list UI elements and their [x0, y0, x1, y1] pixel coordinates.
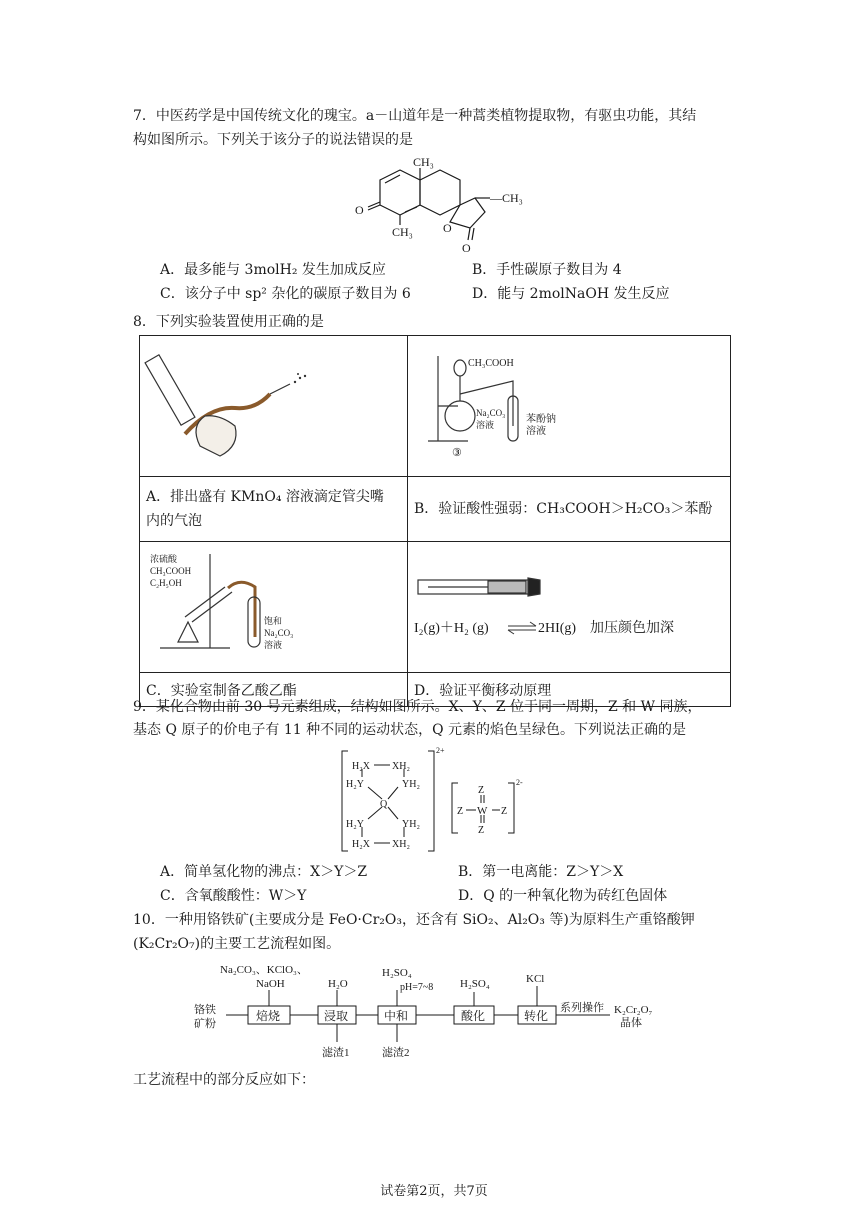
q9-option-b: B．第一电离能：Z＞Y＞X — [458, 864, 624, 880]
q8-caption-a-cell — [140, 477, 408, 542]
flow-reagent1-a: Na₂CO₃、KClO₃、 — [220, 964, 308, 976]
label-phenoxide: 苯酚钠 — [526, 414, 556, 425]
q8-caption-a-line1: A．排出盛有 KMnO₄ 溶液滴定管尖嘴 — [146, 489, 384, 505]
q8-caption-d: D．验证平衡移动原理 — [414, 682, 552, 699]
q9-h2x-top: H₂X — [352, 761, 370, 772]
q9-option-d: D．Q 的一种氧化物为砖红色固体 — [458, 888, 668, 904]
flow-step-neutralize: 中和 — [384, 1009, 409, 1023]
flow-reagent3-b: pH=7~8 — [400, 982, 434, 993]
flow-step-acidify: 酸化 — [461, 1009, 486, 1023]
q7-option-d: D．能与 2molNaOH 发生反应 — [472, 286, 670, 302]
q7-o-carbonyl: O — [462, 241, 471, 255]
q9-anion-z-right: Z — [501, 806, 508, 817]
flow-reagent4: H₂SO₄ — [460, 978, 490, 990]
q8-stem: 8．下列实验装置使用正确的是 — [133, 314, 324, 330]
label-na2co3-solution: 溶液 — [476, 420, 495, 430]
q8-d-note: 加压颜色加深 — [590, 621, 674, 636]
label-solution: 溶液 — [264, 640, 283, 650]
flow-reagent2: H₂O — [328, 978, 348, 990]
flow-reagent5: KCl — [526, 973, 545, 985]
q9-anion-charge: 2- — [516, 778, 523, 787]
q7-option-a: A．最多能与 3molH₂ 发生加成反应 — [160, 262, 386, 278]
q10-stem-line2: (K₂Cr₂O₇)的主要工艺流程如图。 — [133, 936, 341, 952]
q7-stem-line1: 7．中医药学是中国传统文化的瑰宝。a－山道年是一种蒿类植物提取物，有驱虫功能，其结 — [133, 108, 697, 124]
q9-complex-structure — [340, 745, 530, 857]
q9-stem-line2: 基态 Q 原子的价电子有 11 种不同的运动状态，Q 元素的焰色呈绿色。下列说法正确的是 — [133, 722, 687, 738]
q8-figure-b — [408, 336, 731, 477]
q8-d-reactants: I₂(g)＋H₂ (g) — [414, 621, 489, 636]
q7-option-c: C．该分子中 sp² 杂化的碳原子数目为 6 — [160, 286, 411, 302]
q9-anion-z-left: Z — [457, 806, 464, 817]
flow-feed-b: 矿粉 — [194, 1018, 216, 1030]
acid-strength-apparatus — [408, 336, 730, 472]
q7-option-b: B．手性碳原子数目为 4 — [472, 262, 622, 278]
flow-product-b: 晶体 — [620, 1017, 642, 1029]
flow-reagent3-a: H₂SO₄ — [382, 967, 412, 979]
label-ch3cooh: CH₃COOH — [468, 358, 514, 369]
q9-anion-w: W — [477, 805, 488, 817]
q7-stem-line2: 构如图所示。下列关于该分子的说法错误的是 — [133, 132, 413, 148]
q8-caption-c: C．实验室制备乙酸乙酯 — [146, 682, 297, 699]
q9-center-q: Q — [380, 799, 388, 810]
q9-h2x-bottom: H₂X — [352, 839, 370, 850]
label-conc-sulfuric: 浓硫酸 — [150, 554, 178, 564]
q9-stem-line1: 9．某化合物由前 30 号元素组成，结构如图所示。X、Y、Z 位于同一周期，Z 和 W 同族， — [133, 699, 702, 715]
q9-yh2-right-1: YH₂ — [402, 779, 420, 790]
flow-reagent1-b: NaOH — [256, 978, 285, 990]
q9-h2y-left-2: H₂Y — [346, 819, 364, 830]
q8-figure-c — [140, 542, 408, 673]
q9-yh2-right-2: YH₂ — [402, 819, 420, 830]
label-ethanol: C₂H₅OH — [150, 578, 182, 588]
flow-step-roast: 焙烧 — [256, 1009, 281, 1023]
q9-anion-z-bottom: Z — [478, 825, 485, 836]
q7-o-ring: O — [443, 221, 452, 235]
flow-residue1: 滤渣1 — [322, 1047, 350, 1059]
flow-series-ops: 系列操作 — [560, 1002, 604, 1014]
q9-xh2-bottom: XH₂ — [392, 839, 410, 850]
q10-stem-line1: 10．一种用铬铁矿(主要成分是 FeO·Cr₂O₃，还含有 SiO₂、Al₂O₃ 等)为原料生产重铬酸钾 — [133, 912, 695, 928]
q8-caption-a-line2: 内的气泡 — [146, 513, 202, 529]
label-na2co3: Na₂CO₃ — [476, 408, 506, 418]
q8-d-product: 2HI(g) — [538, 621, 577, 636]
q9-h2y-left-1: H₂Y — [346, 779, 364, 790]
q7-ch3-right: —CH₃ — [490, 191, 523, 205]
q7-ch3-bottom: CH₃ — [392, 225, 413, 239]
q10-tail-text: 工艺流程中的部分反应如下： — [133, 1072, 315, 1088]
q9-option-a: A．简单氢化物的沸点：X＞Y＞Z — [160, 864, 368, 880]
santonin-structure — [350, 150, 550, 258]
q8-figure-d — [408, 542, 731, 673]
label-phenoxide-solution: 溶液 — [526, 426, 546, 437]
q9-anion-z-top: Z — [478, 785, 485, 796]
q8-caption-b: B．验证酸性强弱：CH₃COOH＞H₂CO₃＞苯酚 — [414, 501, 713, 517]
q8-caption-b-cell — [408, 477, 731, 542]
flow-feed-a: 铬铁 — [194, 1004, 216, 1016]
q7-ch3-top: CH₃ — [413, 155, 434, 169]
label-sodium-carbonate: Na₂CO₃ — [264, 628, 294, 638]
q9-xh2-top: XH₂ — [392, 761, 410, 772]
q7-o-left: O — [355, 203, 364, 217]
flow-step-leach: 浸取 — [324, 1009, 349, 1023]
label-circle-3: ③ — [452, 447, 462, 459]
label-acetic-acid: CH₃COOH — [150, 566, 192, 576]
q8-apparatus-table — [139, 335, 731, 707]
flow-residue2: 滤渣2 — [382, 1047, 410, 1059]
burette-hand-figure — [140, 336, 407, 472]
q9-cation-charge: 2+ — [436, 746, 445, 755]
q9-option-c: C．含氧酸酸性：W＞Y — [160, 888, 307, 904]
ester-prep-apparatus — [140, 542, 407, 668]
syringe-equilibrium-figure — [408, 542, 730, 668]
flow-step-convert: 转化 — [524, 1009, 549, 1023]
label-saturated: 饱和 — [264, 616, 283, 626]
q10-process-flow — [190, 958, 680, 1066]
page-footer: 试卷第2页，共7页 — [380, 1184, 488, 1199]
q8-figure-a — [140, 336, 408, 477]
flow-product-a: K₂Cr₂O₇ — [614, 1004, 653, 1016]
